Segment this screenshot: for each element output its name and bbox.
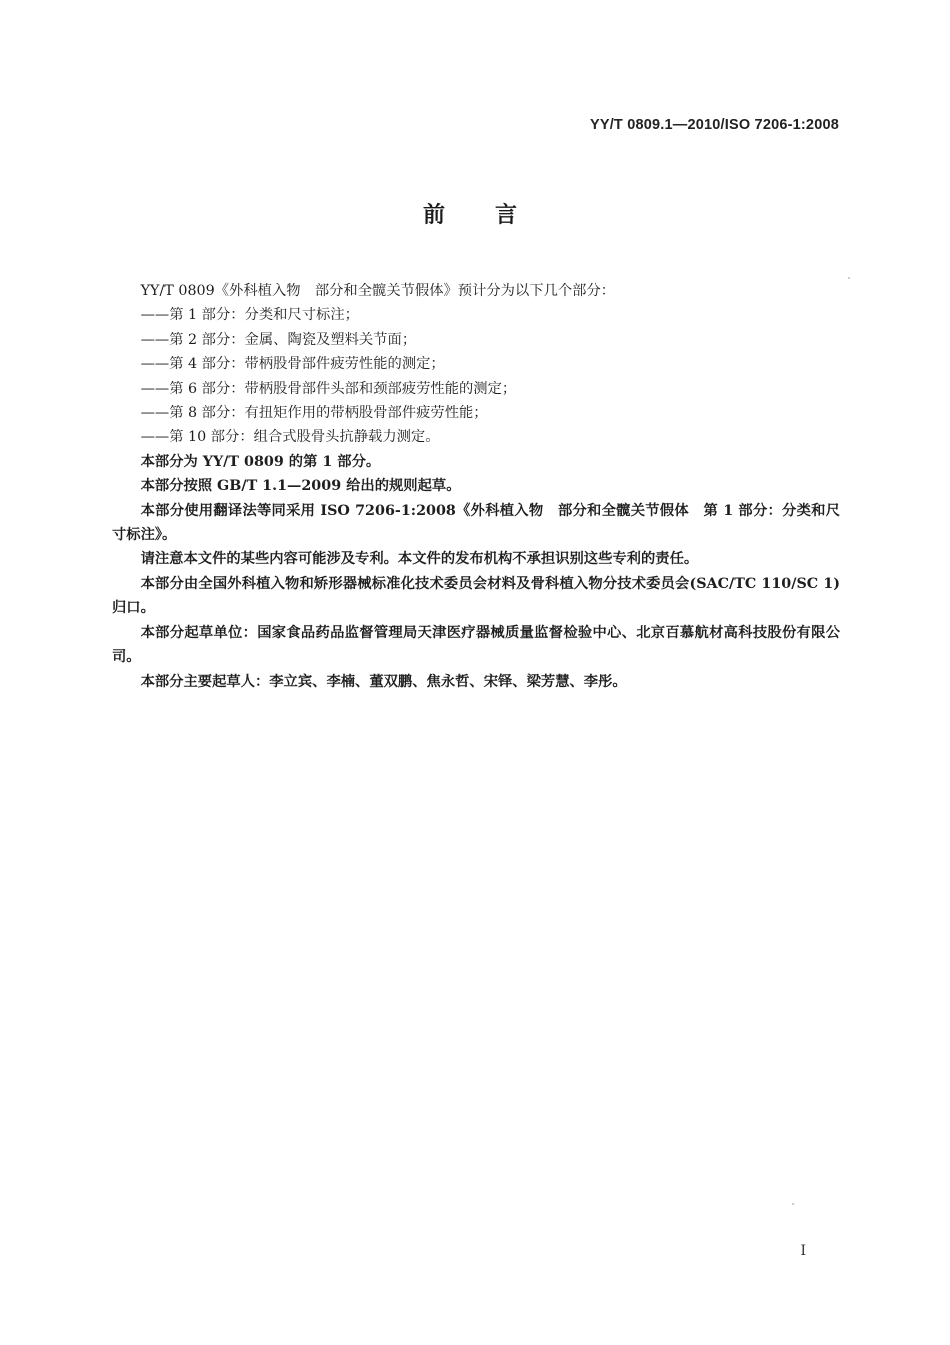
part-list-item: ——第 1 部分：分类和尺寸标注； (140, 307, 359, 324)
part-list-item: ——第 2 部分：金属、陶瓷及塑料关节面； (140, 331, 417, 348)
standard-number: YY/T 0809.1—2010/ISO 7206-1:2008 (589, 117, 839, 133)
part-list-item: ——第 8 部分：有扭矩作用的带柄股骨部件疲劳性能； (140, 405, 488, 422)
body-paragraph: 本部分按照 GB/T 1.1—2009 给出的规则起草。 (140, 478, 461, 495)
page-title: 前言 (422, 202, 567, 228)
document-body (112, 279, 840, 694)
body-paragraph: 本部分由全国外科植入物和矫形器械标准化技术委员会材料及骨科植入物分技术委员会(SAC/TC 110/SC 1)归口。 (112, 575, 840, 617)
body-paragraph: 本部分主要起草人：李立宾、李楠、董双鹏、焦永哲、宋铎、梁芳慧、李彤。 (140, 673, 627, 690)
part-list-item: ——第 10 部分：组合式股骨头抗静载力测定。 (140, 429, 440, 446)
body-paragraph: 本部分为 YY/T 0809 的第 1 部分。 (140, 453, 381, 470)
scan-speck (848, 277, 850, 279)
body-paragraph: 本部分起草单位：国家食品药品监督管理局天津医疗器械质量监督检验中心、北京百慕航材高科技股份有限公司。 (112, 624, 840, 666)
scan-speck (792, 1203, 794, 1205)
part-list-item: ——第 4 部分：带柄股骨部件疲劳性能的测定； (140, 356, 445, 373)
page-number: I (800, 1243, 806, 1259)
part-list-item: ——第 6 部分：带柄股骨部件头部和颈部疲劳性能的测定； (140, 380, 517, 397)
body-paragraph: 本部分使用翻译法等同采用 ISO 7206-1:2008《外科植入物 部分和全髋关节假体 第 1 部分：分类和尺寸标注》。 (112, 502, 840, 544)
body-paragraph: 请注意本文件的某些内容可能涉及专利。本文件的发布机构不承担识别这些专利的责任。 (140, 551, 699, 568)
intro-paragraph: YY/T 0809《外科植入物 部分和全髋关节假体》预计分为以下几个部分： (140, 283, 616, 299)
